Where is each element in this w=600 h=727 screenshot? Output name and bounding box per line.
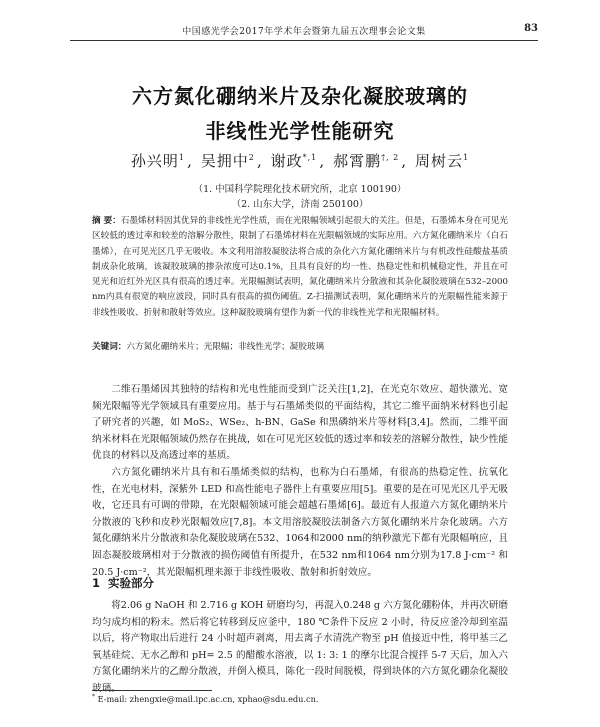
- author-affiliation-mark: *,1: [302, 153, 318, 162]
- running-title: 中国感光学会2017年学术年会暨第九届五次理事会论文集: [182, 27, 426, 37]
- footnote-rule: [92, 690, 212, 691]
- keywords-text: 六方氮化硼纳米片；光限幅；非线性光学；凝胶玻璃: [126, 342, 325, 352]
- author-affiliation-mark: 1: [178, 153, 185, 162]
- author-name: 谢政: [270, 152, 303, 170]
- experimental-paragraph: 将2.06 g NaOH 和 2.716 g KOH 研磨均匀，再混入0.248 g 六方氮化硼粉体，并再次研磨均匀成均相的粉末。然后将它转移到反应釜中，180 ℃条件下反应 2 小时，待反应釜冷却到室温以后，将产物取出后进行 24 小时超声剥离，用去离子水清洗产物至 pH 值接近中性，将甲基三乙氧基硅烷、无水乙醇和 pH= 2.5 的醋酸水溶液，以 1: 3: 1 的摩尔比混合搅拌 5-7 天后，加入六方氮化硼纳米片的乙醇分散液，并倒入模具，陈化一段时间脱模，得到块体的六方氮化硼杂化凝胶玻璃。: [92, 600, 508, 694]
- keywords-label: 关键词：: [92, 342, 127, 352]
- section-title: 实验部分: [108, 576, 155, 590]
- author-name: 吴拥中: [200, 152, 249, 170]
- affiliation-1: （1. 中国科学院理化技术研究所，北京 100190）: [193, 184, 407, 195]
- abstract-label: 摘 要：: [92, 216, 121, 226]
- abstract: [92, 214, 508, 321]
- abstract-text: 石墨烯材料因其优异的非线性光学性质，而在光限幅领域引起很大的关注。但是，石墨烯本身在可见光区较低的透过率和较差的溶解分散性，限制了石墨烯材料在光限幅领域的实际应用。六方氮化硼纳米片（白石墨烯），在可见光区几乎无吸收。本文利用溶胶凝胶法将合成的杂化六方氮化硼纳米片与有机改性硅酸盐基质制成杂化玻璃，该凝胶玻璃的掺杂浓度可达0.1%，且具有良好的均一性、热稳定性和机械稳定性，并且在可见光和近红外光区具有很高的透过率。光限幅测试表明，氮化硼纳米片分散液和其杂化凝胶玻璃在532–2000 nm内具有很宽的响应波段，同时具有很高的损伤阈值。Z-扫描测试表明，氮化硼纳米片的光限幅性能来源于非线性吸收、折射和散射等效应。这种凝胶玻璃有望作为新一代的非线性光学和光限幅材料。: [92, 216, 508, 318]
- paper-title-line-2: 非线性光学性能研究: [205, 119, 395, 143]
- introduction: [92, 382, 508, 581]
- intro-paragraph: 六方氮化硼纳米片具有和石墨烯类似的结构，也称为白石墨烯，有很高的热稳定性、抗氧化性，在光电材料，深紫外 LED 和高性能电子器件上有重要应用[5]。重要的是在可见光区几乎无吸收，它还具有可调的带隙，在光限幅领域可能会超越石墨烯[6]。最近有人报道六方氮化硼纳米片分散液的飞秒和皮秒光限幅效应[7,8]。本文用溶胶凝胶法制备六方氮化硼纳米片杂化玻璃。六方氮化硼纳米片分散液和杂化凝胶玻璃在532、1064和2000 nm的纳秒激光下都有光限幅响应，且固态凝胶玻璃相对于分散液的损伤阈值有所提升，在532 nm和1064 nm分别为17.8 J·cm⁻² 和 20.5 J·cm⁻²，其光限幅机理来源于非线性吸收、散射和折射效应。: [92, 466, 508, 578]
- keywords: [92, 340, 508, 352]
- section-number: 1: [92, 576, 101, 590]
- author-affiliation-mark: 2: [248, 153, 255, 162]
- footnote-marker: *: [92, 693, 95, 701]
- page-number: 83: [524, 23, 538, 34]
- paper-title-line-1: 六方氮化硼纳米片及杂化凝胶玻璃的: [132, 84, 468, 108]
- author-name: 周树云: [415, 152, 464, 170]
- author-name: 郝霄鹏: [333, 152, 382, 170]
- intro-paragraph: 二维石墨烯因其独特的结构和光电性能而受到广泛关注[1,2]，在光克尔效应、超快激光、宽频光限幅等光学领域具有重要应用。基于与石墨烯类似的平面结构，其它二维平面纳米材料也引起了研究者的兴趣，如 MoS₂、WSe₂、h-BN、GaSe 和黑磷纳米片等材料[3,4]。然而，二维平面纳米材料在光限幅领域仍然存在挑战，如在可见光区较低的透过率和较差的溶解分散性，缺少性能优良的材料以及高透过率的基质。: [92, 384, 508, 462]
- footnote: [92, 694, 508, 704]
- author-list: 孙兴明$^1$ , 吴拥中$^2$ , 谢政$^{*,1}$ , 郝霄鹏$^{\dagger, 2}$ , 周树云$^1$: [130, 152, 470, 170]
- author-affiliation-mark: 1: [463, 153, 470, 162]
- footnote-email: E-mail: zhengxie@mail.ipc.ac.cn, xphao@sdu.edu.cn.: [97, 694, 319, 704]
- running-header: [70, 20, 538, 41]
- affiliation-2: （2. 山东大学，济南 250100）: [231, 199, 369, 210]
- author-affiliation-mark: †, 2: [381, 153, 400, 162]
- section-heading-experimental: [92, 575, 154, 591]
- author-name: 孙兴明: [130, 152, 179, 170]
